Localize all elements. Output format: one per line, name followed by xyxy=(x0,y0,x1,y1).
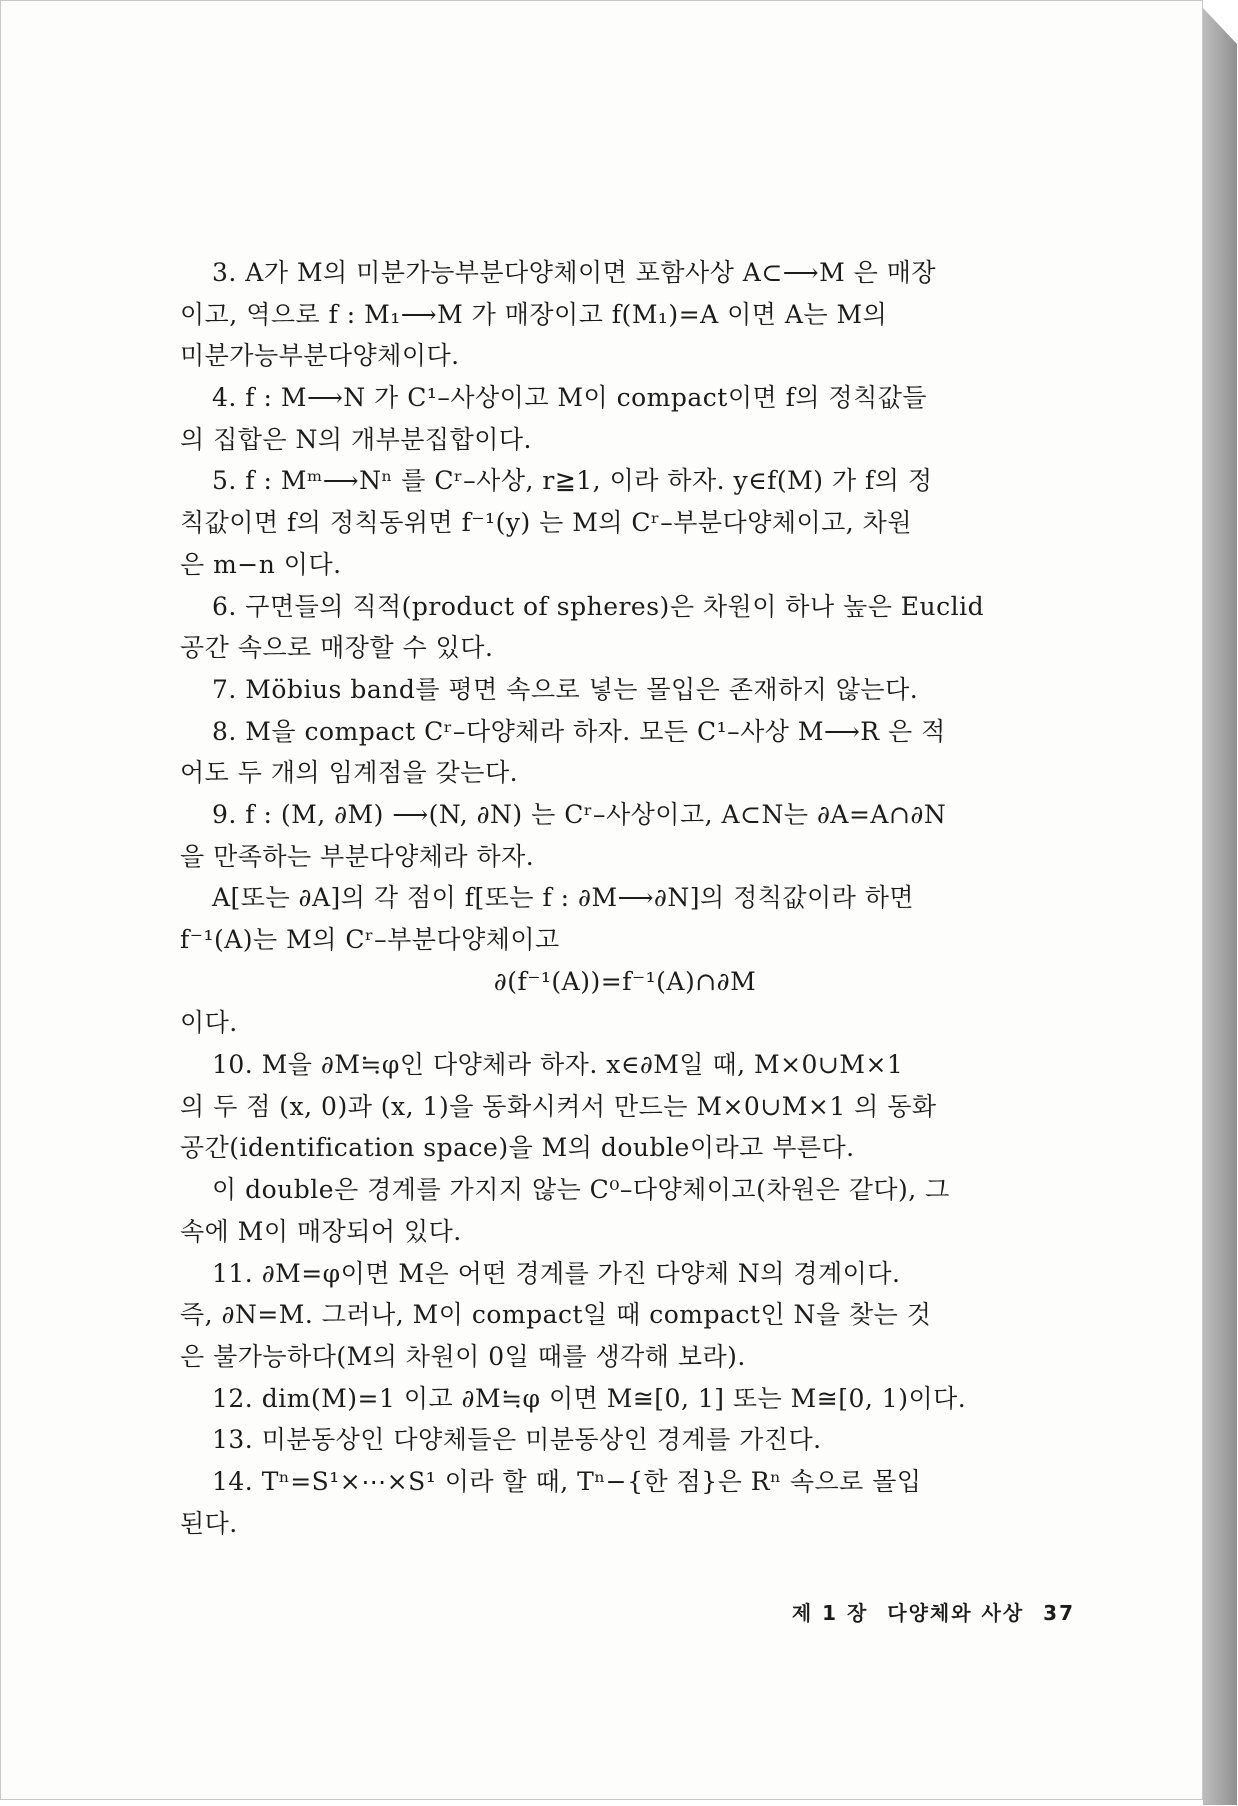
text-line: 칙값이면 f의 정칙동위면 f⁻¹(y) 는 M의 Cʳ–부분다양체이고, 차원 xyxy=(180,508,912,538)
text-line: 을 만족하는 부분다양체라 하자. xyxy=(180,841,535,871)
chapter-title: 다양체와 사상 xyxy=(887,1601,1025,1625)
text-line: 6. 구면들의 직적(product of spheres)은 차원이 하나 높은 Euclid xyxy=(212,591,985,621)
text-line: 13. 미분동상인 다양체들은 미분동상인 경계를 가진다. xyxy=(212,1425,822,1455)
text-line: 11. ∂M=φ이면 M은 어떤 경계를 가진 다양체 N의 경계이다. xyxy=(212,1258,901,1288)
text-line: 은 m−n 이다. xyxy=(180,549,342,579)
text-line: 3. A가 M의 미분가능부분다양체이면 포함사상 A⊂⟶M 은 매장 xyxy=(212,258,937,287)
text-line: 미분가능부분다양체이다. xyxy=(180,341,460,371)
text-line: 8. M을 compact Cʳ–다양체라 하자. 모든 C¹–사상 M⟶R 은 적 xyxy=(212,716,946,746)
text-line: 이 double은 경계를 가지지 않는 C⁰–다양체이고(차원은 같다), 그 xyxy=(212,1175,950,1205)
text-line: 14. Tⁿ=S¹×⋯×S¹ 이라 할 때, Tⁿ−{한 점}은 Rⁿ 속으로 몰입 xyxy=(212,1466,922,1496)
text-line: 9. f : (M, ∂M) ⟶(N, ∂N) 는 Cʳ–사상이고, A⊂N는 ∂A=A∩∂N xyxy=(212,799,947,829)
text-line: 5. f : Mᵐ⟶Nⁿ 를 Cʳ–사상, r≧1, 이라 하자. y∈f(M) 가 f의 정 xyxy=(212,466,933,496)
display-equation: ∂(f⁻¹(A))=f⁻¹(A)∩∂M xyxy=(493,966,757,996)
page-body xyxy=(180,252,1070,1544)
page-edge xyxy=(1203,8,1237,1805)
page-number: 37 xyxy=(1043,1601,1075,1625)
text-line: 의 집합은 N의 개부분집합이다. xyxy=(180,424,532,454)
text-line: f⁻¹(A)는 M의 Cʳ–부분다양체이고 xyxy=(180,925,560,954)
text-line: 4. f : M⟶N 가 C¹–사상이고 M이 compact이면 f의 정칙값들 xyxy=(212,383,928,413)
text-line: A[또는 ∂A]의 각 점이 f[또는 f : ∂M⟶∂N]의 정칙값이라 하면 xyxy=(212,883,915,913)
text-line: 은 불가능하다(M의 차원이 0일 때를 생각해 보라). xyxy=(180,1341,746,1371)
text-line: 의 두 점 (x, 0)과 (x, 1)을 동화시켜서 만드는 M×0∪M×1 의 동화 xyxy=(180,1091,937,1121)
text-line: 즉, ∂N=M. 그러나, M이 compact일 때 compact인 N을 찾는 것 xyxy=(180,1300,932,1330)
text-line: 공간(identification space)을 M의 double이라고 부른다. xyxy=(180,1133,855,1163)
text-line: 이다. xyxy=(180,1008,238,1038)
text-line: 속에 M이 매장되어 있다. xyxy=(180,1216,462,1246)
text-line: 7. Möbius band를 평면 속으로 넣는 몰입은 존재하지 않는다. xyxy=(212,674,919,704)
text-line: 된다. xyxy=(180,1508,238,1538)
text-line: 어도 두 개의 임계점을 갖는다. xyxy=(180,758,519,788)
text-line: 공간 속으로 매장할 수 있다. xyxy=(180,633,494,663)
text-line: 이고, 역으로 f : M₁⟶M 가 매장이고 f(M₁)=A 이면 A는 M의 xyxy=(180,299,888,329)
running-footer xyxy=(735,1597,1075,1626)
text-line: 10. M을 ∂M≒φ인 다양체라 하자. x∈∂M일 때, M×0∪M×1 xyxy=(212,1050,904,1080)
text-line: 12. dim(M)=1 이고 ∂M≒φ 이면 M≅[0, 1] 또는 M≅[0, 1)이다. xyxy=(212,1383,967,1413)
chapter-label: 제 1 장 xyxy=(791,1601,869,1625)
